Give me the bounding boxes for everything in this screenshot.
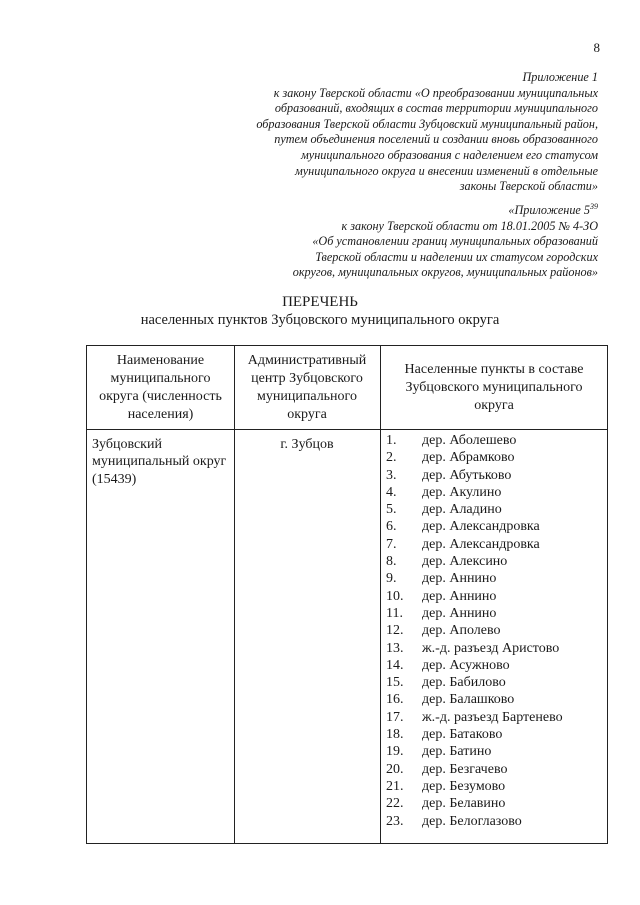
list-item: [386, 674, 608, 691]
settlement-number: 2.: [386, 450, 397, 466]
list-item: [386, 691, 608, 708]
settlement-number: 19.: [386, 744, 404, 760]
appendix-1-line: муниципального образования с наделением его статусом: [301, 147, 598, 162]
settlement-name: дер. Батаково: [422, 727, 503, 743]
appendix-1-line: образования Тверской области Зубцовский муниципальный район,: [256, 116, 598, 131]
appendix-2-heading: [293, 203, 598, 219]
settlement-name: дер. Абутьково: [422, 467, 512, 483]
settlement-number: 4.: [386, 484, 397, 500]
settlement-number: 11.: [386, 605, 403, 621]
list-item: [386, 553, 608, 570]
list-item: [386, 709, 608, 726]
settlement-number: 14.: [386, 657, 404, 673]
document-title-block: [0, 293, 640, 329]
settlement-name: дер. Бабилово: [422, 675, 506, 691]
document-title: ПЕРЕЧЕНЬ: [282, 294, 358, 310]
settlement-name: дер. Безумово: [422, 778, 506, 794]
settlement-name: дер. Аладино: [422, 502, 502, 518]
settlement-number: 23.: [386, 813, 404, 829]
list-item: [386, 795, 608, 812]
settlement-name: дер. Аполево: [422, 623, 501, 639]
settlement-number: 9.: [386, 571, 397, 587]
appendix-2-line: «Об установлении границ муниципальных образований: [312, 234, 598, 249]
settlement-number: 7.: [386, 536, 397, 552]
settlement-number: 1.: [386, 433, 397, 448]
appendix-1-line: Приложение 1: [522, 70, 598, 84]
list-item: [386, 605, 608, 622]
appendix-1-line: к закону Тверской области «О преобразовании муниципальных: [273, 85, 598, 100]
settlement-name: дер. Аболешево: [422, 433, 517, 448]
list-item: [386, 449, 608, 466]
settlement-number: 5.: [386, 502, 397, 518]
settlement-number: 8.: [386, 554, 397, 570]
list-item: [386, 588, 608, 605]
appendix-2-block: [293, 203, 598, 281]
settlement-name: дер. Александровка: [422, 519, 540, 535]
list-item: [386, 518, 608, 535]
settlement-number: 16.: [386, 692, 404, 708]
settlement-number: 3.: [386, 467, 397, 483]
settlement-name: дер. Алексино: [422, 554, 508, 570]
settlement-number: 21.: [386, 778, 404, 794]
settlement-number: 20.: [386, 761, 404, 777]
settlement-number: 6.: [386, 519, 397, 535]
header-settlements: Населенные пункты в составе Зубцовского муниципального округа: [404, 361, 584, 413]
settlement-name: ж.-д. разъезд Бартенево: [422, 709, 563, 725]
list-item: [386, 726, 608, 743]
header-admin-center: Административный центр Зубцовского муниципального округа: [247, 352, 367, 422]
document-subtitle: населенных пунктов Зубцовского муниципального округа: [140, 312, 500, 328]
settlement-name: дер. Балашково: [422, 692, 515, 708]
appendix-2-line: Тверской области и наделении их статусом городских: [315, 249, 598, 264]
header-municipality: Наименование муниципального округа (численность населения): [99, 352, 222, 422]
settlements-table: [86, 345, 608, 844]
list-item: [386, 570, 608, 587]
appendix-1-line: муниципального округа и внесении изменений в отдельные: [295, 163, 598, 178]
settlement-number: 18.: [386, 727, 404, 743]
list-item: [386, 484, 608, 501]
list-item: [386, 743, 608, 760]
appendix-1-block: [256, 70, 598, 195]
appendix-2-line: к закону Тверской области от 18.01.2005 № 4-ЗО: [341, 218, 598, 233]
appendix-1-line: образований, входящих в состав территории муниципального: [274, 101, 598, 116]
settlement-name: дер. Асужново: [422, 657, 510, 673]
settlement-number: 22.: [386, 796, 404, 812]
settlement-number: 12.: [386, 623, 404, 639]
list-item: [386, 536, 608, 553]
appendix-2-heading-text: «Приложение 5: [508, 203, 590, 217]
settlement-name: дер. Безгачево: [422, 761, 508, 777]
list-item: [386, 622, 608, 639]
settlement-name: дер. Белоглазово: [422, 813, 522, 829]
admin-center-cell: г. Зубцов: [280, 437, 334, 452]
list-item: [386, 640, 608, 657]
settlement-name: ж.-д. разъезд Аристово: [422, 640, 560, 656]
settlement-name: дер. Абрамково: [422, 450, 515, 466]
list-item: [386, 761, 608, 778]
settlement-name: дер. Акулино: [422, 484, 502, 500]
list-item: [386, 467, 608, 484]
list-item: [386, 657, 608, 674]
settlement-number: 17.: [386, 709, 404, 725]
settlement-name: дер. Александровка: [422, 536, 540, 552]
header-divider: [87, 429, 607, 430]
settlement-name: дер. Аннино: [422, 571, 497, 587]
settlement-name: дер. Батино: [422, 744, 492, 760]
appendix-2-line: округов, муниципальных округов, муниципальных районов»: [292, 265, 598, 280]
settlement-number: 15.: [386, 675, 404, 691]
appendix-2-heading-sup: 39: [590, 201, 598, 211]
list-item: [386, 778, 608, 795]
page-number: 8: [593, 40, 600, 55]
appendix-1-line: законы Тверской области»: [459, 179, 598, 194]
appendix-1-line: путем объединения поселений и создании вновь образованного: [274, 132, 598, 147]
list-item: [386, 501, 608, 518]
settlement-number: 10.: [386, 588, 404, 604]
list-item: [386, 813, 608, 830]
list-item: [386, 432, 608, 449]
settlement-name: дер. Аннино: [422, 588, 497, 604]
settlement-list: [386, 432, 608, 830]
settlement-name: дер. Белавино: [422, 796, 506, 812]
municipality-cell: Зубцовский муниципальный округ (15439): [92, 437, 227, 487]
settlement-name: дер. Аннино: [422, 605, 497, 621]
settlement-number: 13.: [386, 640, 404, 656]
